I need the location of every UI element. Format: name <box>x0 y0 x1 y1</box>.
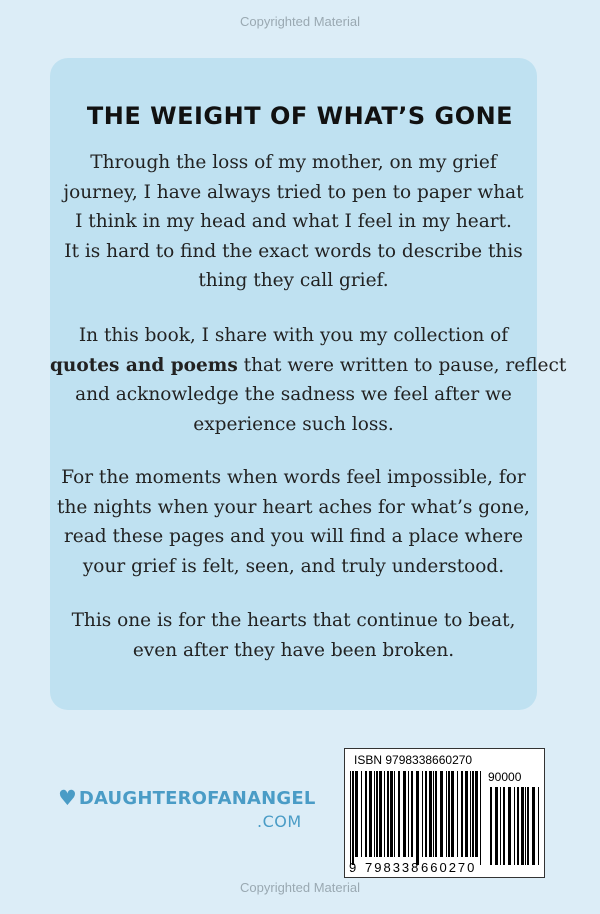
blurb-line: In this book, I share with you my collection of <box>78 325 509 346</box>
copyright-watermark-top: Copyrighted Material <box>240 14 360 29</box>
blurb-line: read these pages and you will find a place where <box>63 526 524 547</box>
publisher-brand <box>58 786 316 831</box>
blurb-line: the nights when your heart aches for what’s gone, <box>57 496 530 518</box>
blurb-paragraph-1 <box>50 148 537 296</box>
blurb-paragraph-2 <box>50 321 567 439</box>
blurb-line: experience such loss. <box>193 413 394 435</box>
blurb-line: I think in my head and what I feel in my heart. <box>75 211 512 232</box>
blurb-line: thing they call grief. <box>198 270 389 291</box>
heart-icon: ♥ <box>58 786 77 810</box>
barcode-addon-bars <box>489 787 541 867</box>
copyright-watermark-bottom: Copyrighted Material <box>240 880 360 895</box>
blurb-line: journey, I have always tried to pen to paper what <box>63 181 524 203</box>
bold-phrase: quotes and poems <box>50 354 238 376</box>
barcode-addon-number: 90000 <box>488 770 522 784</box>
blurb-line <box>50 351 567 381</box>
brand-name: DAUGHTEROFANANGEL <box>78 788 316 809</box>
isbn-label: ISBN 9798338660270 <box>354 753 473 767</box>
barcode-digits-right: 660270 <box>421 860 477 875</box>
blurb-paragraph-4 <box>50 606 537 665</box>
blurb-paragraph-3 <box>50 463 537 581</box>
blurb-line: Through the loss of my mother, on my grief <box>90 152 497 173</box>
blurb-line: For the moments when words feel impossible, for <box>61 467 526 488</box>
blurb-line: your grief is felt, seen, and truly understood. <box>82 555 505 577</box>
barcode-main-bars <box>349 771 485 867</box>
blurb-line: even after they have been broken. <box>132 639 455 661</box>
blurb-line-rest: that were written to pause, reflect <box>237 354 567 376</box>
blurb-line: It is hard to find the exact words to describe this <box>64 240 523 262</box>
isbn-barcode <box>344 748 545 878</box>
book-title: THE WEIGHT OF WHAT’S GONE <box>86 102 514 130</box>
blurb-line: and acknowledge the sadness we feel after we <box>75 384 512 405</box>
barcode-digits-left: 798338 <box>365 860 421 875</box>
blurb-line: This one is for the hearts that continue to beat, <box>71 610 516 631</box>
brand-suffix: .COM <box>257 812 302 831</box>
barcode-digit-first: 9 <box>349 860 359 875</box>
